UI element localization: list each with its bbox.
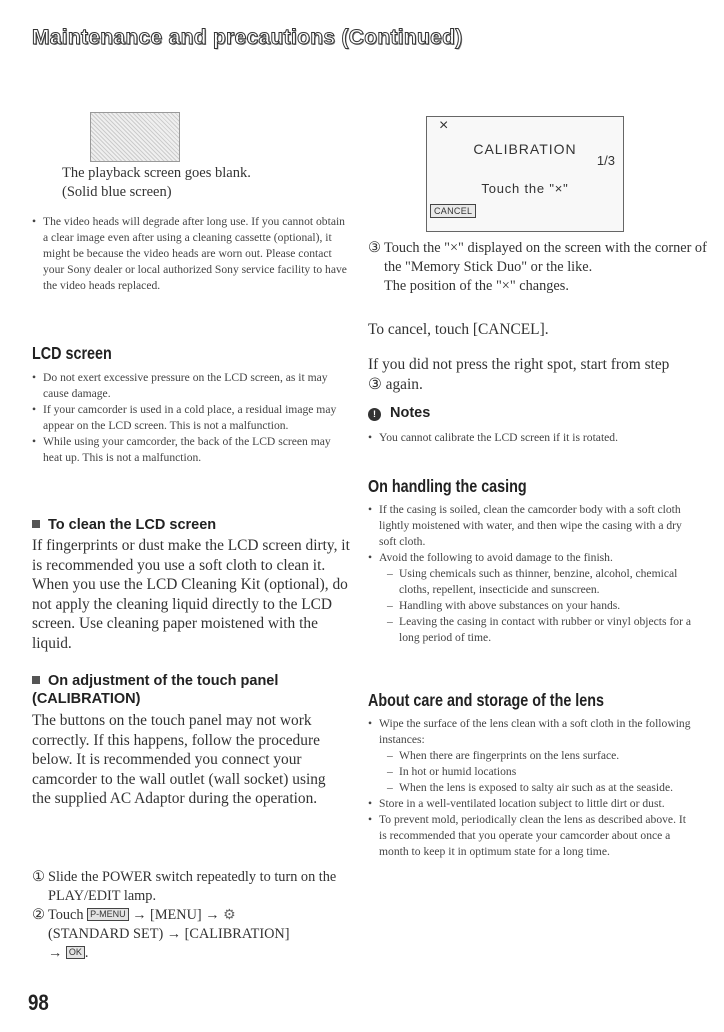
step-2: ② Touch P-MENU → [MENU] → ⚙ (STANDARD SET) → [CALIBRATION] → OK . bbox=[32, 907, 290, 961]
cancel-instruction: To cancel, touch [CANCEL]. bbox=[368, 321, 549, 338]
lcd-screen-heading: LCD screen bbox=[32, 343, 112, 363]
clean-lcd-heading: To clean the LCD screen bbox=[32, 516, 216, 534]
list-item: – Using chemicals such as thinner, benzine, alcohol, chemical cloths, repellent, insecticide and sunscreen. bbox=[379, 566, 694, 598]
list-item: – When there are fingerprints on the lens surface. bbox=[379, 748, 694, 764]
close-icon: × bbox=[439, 117, 449, 134]
calibration-screen-illustration bbox=[426, 116, 624, 232]
list-item: • Avoid the following to avoid damage to the finish. – Using chemicals such as thinner, benzine, alcohol, chemical cloths, repellent, insecticide and sunscreen. – Handling with above substances on your hands. – Leaving the casing in contact with rubber or vinyl objects for a long period of time. bbox=[368, 550, 694, 646]
calibration-title: CALIBRATION bbox=[473, 141, 577, 157]
casing-heading: On handling the casing bbox=[368, 476, 527, 496]
note-icon: ! bbox=[368, 408, 381, 421]
notes-heading: ! Notes bbox=[368, 405, 430, 421]
touch-panel-body: The buttons on the touch panel may not work correctly. If this happens, follow the procedure below. It is recommended you connect your camcorder to the wall outlet (wall socket) using the supplied AC Adaptor during the operation. bbox=[32, 712, 326, 807]
list-item: – Handling with above substances on your hands. bbox=[379, 598, 694, 614]
ok-button-icon: OK bbox=[66, 946, 85, 959]
square-bullet-icon bbox=[32, 520, 40, 528]
list-item: – In hot or humid locations bbox=[379, 764, 694, 780]
lens-sublist bbox=[379, 748, 694, 796]
casing-sublist bbox=[379, 566, 694, 646]
step-3: ③ Touch the "×" displayed on the screen with the corner of the "Memory Stick Duo" or the like. The position of the "×" changes. bbox=[368, 240, 707, 294]
blank-screen-illustration bbox=[90, 112, 180, 162]
calibration-instruction: Touch the "×" bbox=[481, 181, 569, 196]
casing-bullets bbox=[368, 502, 694, 646]
square-bullet-icon bbox=[32, 676, 40, 684]
list-item: • Do not exert excessive pressure on the LCD screen, as it may cause damage. bbox=[32, 370, 344, 402]
playback-result: The playback screen goes blank. (Solid blue screen) bbox=[62, 165, 251, 200]
gear-icon: ⚙ bbox=[223, 908, 236, 923]
clean-lcd-body: If fingerprints or dust make the LCD screen dirty, it is recommended you use a soft cloth to clean it. When you use the LCD Cleaning Kit (optional), do not apply the cleaning liquid directly to the LCD screen. Use cleaning paper moistened with the liquid. bbox=[32, 537, 350, 652]
notes-bullets bbox=[368, 430, 688, 446]
retry-instruction: If you did not press the right spot, start from step ③ again. bbox=[368, 356, 670, 393]
video-heads-note: • The video heads will degrade after long use. If you cannot obtain a clear image even after using a cleaning cassette (optional), it might be because the video heads are worn out. Please contact your Sony dealer or local authorized Sony service facility to have the video heads replaced. bbox=[32, 214, 350, 294]
list-item: • Wipe the surface of the lens clean with a soft cloth in the following instances: – When there are fingerprints on the lens surface. – In hot or humid locations – When the lens is exposed to salty air such as at the seaside. bbox=[368, 716, 694, 796]
list-item: – When the lens is exposed to salty air such as at the seaside. bbox=[379, 780, 694, 796]
list-item: • If your camcorder is used in a cold place, a residual image may appear on the LCD screen. This is not a malfunction. bbox=[32, 402, 344, 434]
list-item: – Leaving the casing in contact with rubber or vinyl objects for a long period of time. bbox=[379, 614, 694, 646]
touch-panel-heading: On adjustment of the touch panel (CALIBRATION) bbox=[32, 673, 279, 707]
p-menu-button-icon: P-MENU bbox=[87, 908, 129, 921]
list-item: • If the casing is soiled, clean the camcorder body with a soft cloth lightly moistened with water, and then wipe the casing with a dry soft cloth. bbox=[368, 502, 694, 550]
lcd-screen-bullets bbox=[32, 370, 344, 466]
calibration-cancel-button: CANCEL bbox=[430, 204, 476, 218]
list-item: • To prevent mold, periodically clean the lens as described above. It is recommended that you operate your camcorder about once a month to keep it in optimum state for a long time. bbox=[368, 812, 694, 860]
list-item: • You cannot calibrate the LCD screen if it is rotated. bbox=[368, 430, 688, 446]
list-item: • While using your camcorder, the back of the LCD screen may heat up. This is not a malfunction. bbox=[32, 434, 344, 466]
page-number: 98 bbox=[28, 990, 49, 1015]
step-1: ① Slide the POWER switch repeatedly to turn on the PLAY/EDIT lamp. bbox=[32, 869, 337, 904]
lens-bullets bbox=[368, 716, 694, 860]
calibration-count: 1/3 bbox=[596, 153, 615, 168]
lens-heading: About care and storage of the lens bbox=[368, 690, 605, 710]
page-title: Maintenance and precautions (Continued) bbox=[32, 26, 463, 49]
list-item: • Store in a well-ventilated location subject to little dirt or dust. bbox=[368, 796, 694, 812]
